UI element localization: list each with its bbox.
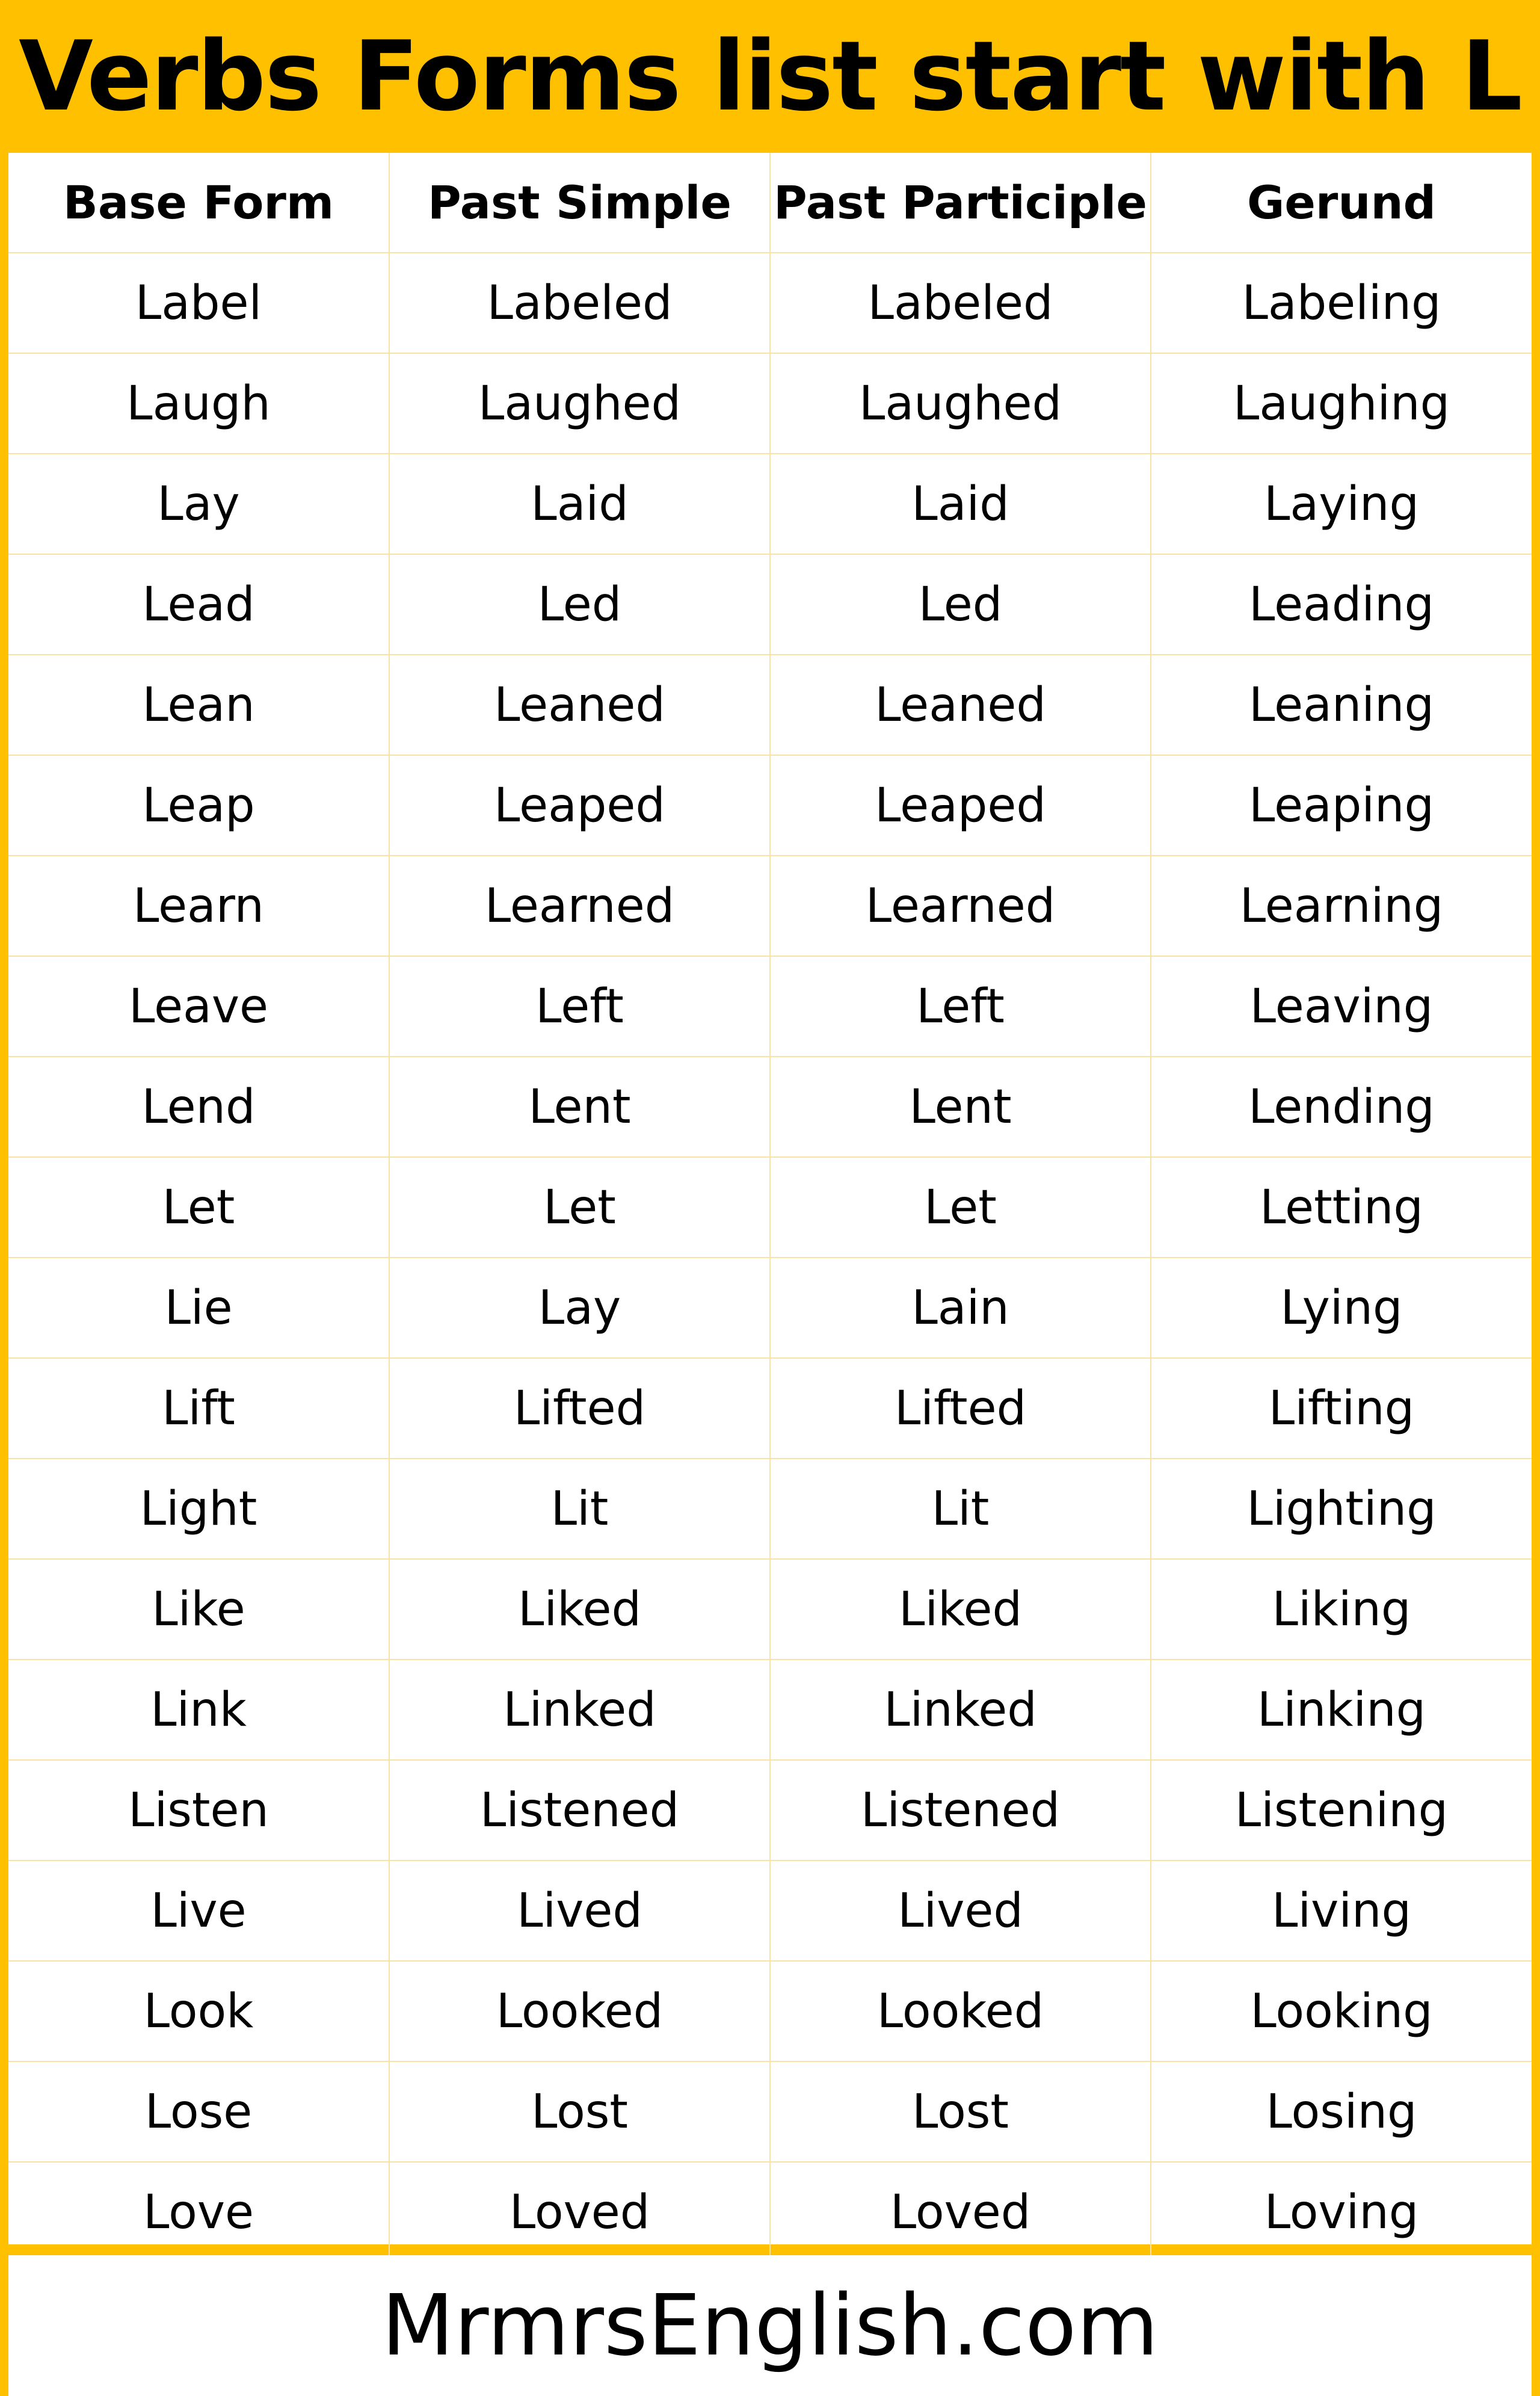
header-past-simple: Past Simple [389,153,770,253]
table-row [8,1961,1532,2061]
cell-past-participle: Led [770,554,1151,655]
cell-past-participle: Let [770,1157,1151,1258]
table-row [8,1358,1532,1459]
table-row [8,253,1532,353]
table-row [8,856,1532,956]
cell-base-form: Leap [8,755,389,856]
cell-base-form: Link [8,1660,389,1760]
table-row [8,2162,1532,2262]
cell-past-simple: Learned [389,856,770,956]
cell-gerund: Leaving [1151,956,1532,1057]
table-row [8,353,1532,454]
cell-past-participle: Linked [770,1660,1151,1760]
cell-past-participle: Liked [770,1559,1151,1660]
cell-past-participle: Learned [770,856,1151,956]
cell-past-simple: Looked [389,1961,770,2061]
cell-past-participle: Laid [770,454,1151,554]
cell-past-participle: Lost [770,2061,1151,2162]
cell-past-simple: Laughed [389,353,770,454]
cell-base-form: Lose [8,2061,389,2162]
table-row [8,1057,1532,1157]
table-row [8,1157,1532,1258]
cell-past-simple: Laid [389,454,770,554]
cell-past-simple: Lived [389,1860,770,1961]
cell-past-participle: Lit [770,1459,1151,1559]
cell-past-simple: Lost [389,2061,770,2162]
cell-past-simple: Let [389,1157,770,1258]
cell-gerund: Labeling [1151,253,1532,353]
cell-base-form: Like [8,1559,389,1660]
cell-past-simple: Lit [389,1459,770,1559]
cell-gerund: Linking [1151,1660,1532,1760]
table-row [8,1760,1532,1860]
header-past-participle: Past Participle [770,153,1151,253]
cell-base-form: Lean [8,655,389,755]
cell-gerund: Lifting [1151,1358,1532,1459]
cell-past-simple: Lifted [389,1358,770,1459]
table-body [8,253,1532,2262]
header-base-form: Base Form [8,153,389,253]
table-row [8,755,1532,856]
cell-past-participle: Lent [770,1057,1151,1157]
cell-gerund: Listening [1151,1760,1532,1860]
cell-past-participle: Labeled [770,253,1151,353]
cell-past-participle: Laughed [770,353,1151,454]
table-row [8,2061,1532,2162]
cell-gerund: Living [1151,1860,1532,1961]
verb-forms-table [8,153,1532,2262]
page-title: Verbs Forms list start with L [19,19,1521,132]
cell-gerund: Laughing [1151,353,1532,454]
verb-table-container [8,153,1532,2244]
table-row [8,1459,1532,1559]
cell-base-form: Love [8,2162,389,2262]
cell-gerund: Loving [1151,2162,1532,2262]
cell-past-participle: Leaned [770,655,1151,755]
table-row [8,1559,1532,1660]
cell-gerund: Lying [1151,1258,1532,1358]
footer [8,2255,1532,2396]
cell-past-simple: Lent [389,1057,770,1157]
header-gerund: Gerund [1151,153,1532,253]
cell-base-form: Laugh [8,353,389,454]
cell-past-participle: Loved [770,2162,1151,2262]
cell-past-participle: Looked [770,1961,1151,2061]
table-row [8,1860,1532,1961]
cell-base-form: Lift [8,1358,389,1459]
cell-past-simple: Loved [389,2162,770,2262]
cell-past-simple: Led [389,554,770,655]
cell-past-participle: Lain [770,1258,1151,1358]
cell-gerund: Lending [1151,1057,1532,1157]
cell-gerund: Laying [1151,454,1532,554]
cell-base-form: Leave [8,956,389,1057]
cell-gerund: Leaping [1151,755,1532,856]
cell-past-participle: Listened [770,1760,1151,1860]
cell-base-form: Learn [8,856,389,956]
cell-past-simple: Linked [389,1660,770,1760]
cell-past-participle: Lived [770,1860,1151,1961]
cell-past-simple: Left [389,956,770,1057]
cell-base-form: Lead [8,554,389,655]
cell-gerund: Leaning [1151,655,1532,755]
cell-base-form: Let [8,1157,389,1258]
cell-base-form: Lay [8,454,389,554]
table-row [8,554,1532,655]
table-row [8,655,1532,755]
site-url: MrmrsEnglish.com [381,2276,1159,2375]
cell-past-simple: Leaned [389,655,770,755]
cell-base-form: Lend [8,1057,389,1157]
cell-base-form: Label [8,253,389,353]
table-row [8,454,1532,554]
cell-base-form: Light [8,1459,389,1559]
cell-past-simple: Leaped [389,755,770,856]
table-row [8,956,1532,1057]
cell-gerund: Letting [1151,1157,1532,1258]
cell-past-participle: Lifted [770,1358,1151,1459]
cell-base-form: Lie [8,1258,389,1358]
cell-gerund: Looking [1151,1961,1532,2061]
cell-past-simple: Lay [389,1258,770,1358]
cell-past-simple: Liked [389,1559,770,1660]
cell-base-form: Look [8,1961,389,2061]
cell-gerund: Learning [1151,856,1532,956]
cell-base-form: Listen [8,1760,389,1860]
table-row [8,1258,1532,1358]
table-header-row [8,153,1532,253]
cell-base-form: Live [8,1860,389,1961]
table-row [8,1660,1532,1760]
cell-gerund: Liking [1151,1559,1532,1660]
cell-past-simple: Labeled [389,253,770,353]
cell-gerund: Leading [1151,554,1532,655]
title-bar [0,0,1540,152]
cell-past-participle: Leaped [770,755,1151,856]
cell-past-simple: Listened [389,1760,770,1860]
cell-gerund: Lighting [1151,1459,1532,1559]
cell-past-participle: Left [770,956,1151,1057]
cell-gerund: Losing [1151,2061,1532,2162]
